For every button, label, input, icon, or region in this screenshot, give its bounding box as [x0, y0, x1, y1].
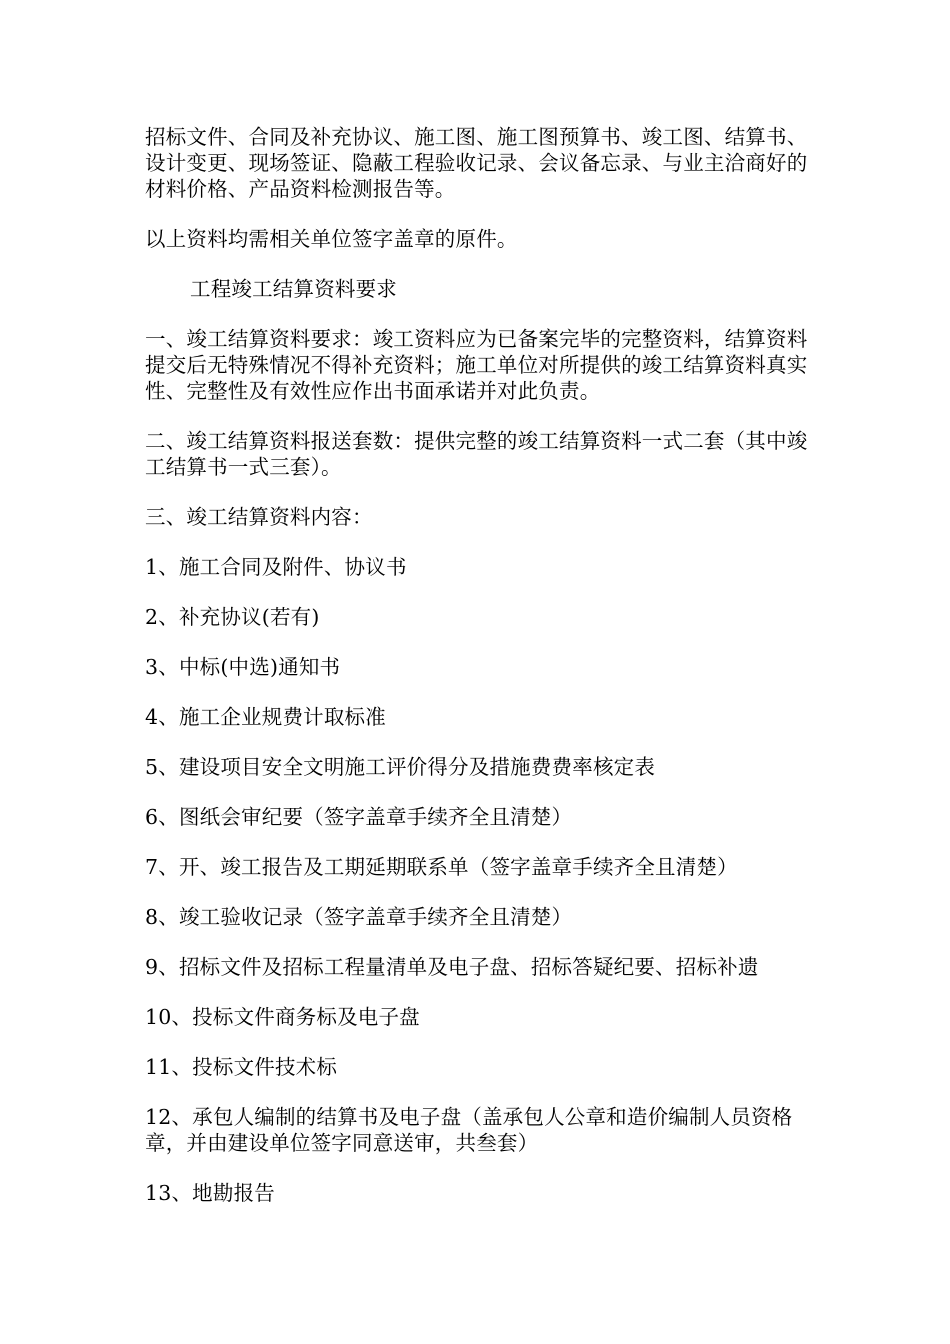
list-item: 8、竣工验收记录（签字盖章手续齐全且清楚）	[145, 905, 573, 929]
list-item: 4、施工企业规费计取标准	[145, 705, 386, 729]
requirement-3: 三、竣工结算资料内容：	[145, 505, 373, 529]
list-item: 11、投标文件技术标	[145, 1055, 338, 1079]
section-title: 工程竣工结算资料要求	[190, 277, 397, 301]
intro-paragraph: 招标文件、合同及补充协议、施工图、施工图预算书、竣工图、结算书、设计变更、现场签证、隐蔽工程验收记录、会议备忘录、与业主洽商好的材料价格、产品资料检测报告等。	[145, 125, 808, 201]
list-item: 3、中标(中选)通知书	[145, 655, 341, 679]
list-item: 2、补充协议(若有)	[145, 605, 320, 629]
requirement-2: 二、竣工结算资料报送套数：提供完整的竣工结算资料一式二套（其中竣工结算书一式三套）。	[145, 429, 808, 479]
list-item: 12、承包人编制的结算书及电子盘（盖承包人公章和造价编制人员资格章，并由建设单位签字同意送审，共叁套）	[145, 1105, 793, 1155]
list-item: 7、开、竣工报告及工期延期联系单（签字盖章手续齐全且清楚）	[145, 855, 738, 879]
list-item: 13、地勘报告	[145, 1181, 275, 1205]
list-item: 5、建设项目安全文明施工评价得分及措施费费率核定表	[145, 755, 656, 779]
originals-note: 以上资料均需相关单位签字盖章的原件。	[145, 227, 518, 251]
document-body	[145, 124, 813, 1230]
requirement-1: 一、竣工结算资料要求：竣工资料应为已备案完毕的完整资料，结算资料提交后无特殊情况不得补充资料；施工单位对所提供的竣工结算资料真实性、完整性及有效性应作出书面承诺并对此负责。	[145, 327, 808, 403]
list-item: 10、投标文件商务标及电子盘	[145, 1005, 420, 1029]
list-item: 1、施工合同及附件、协议书	[145, 555, 407, 579]
list-item: 9、招标文件及招标工程量清单及电子盘、招标答疑纪要、招标补遗	[145, 955, 759, 979]
list-item: 6、图纸会审纪要（签字盖章手续齐全且清楚）	[145, 805, 573, 829]
